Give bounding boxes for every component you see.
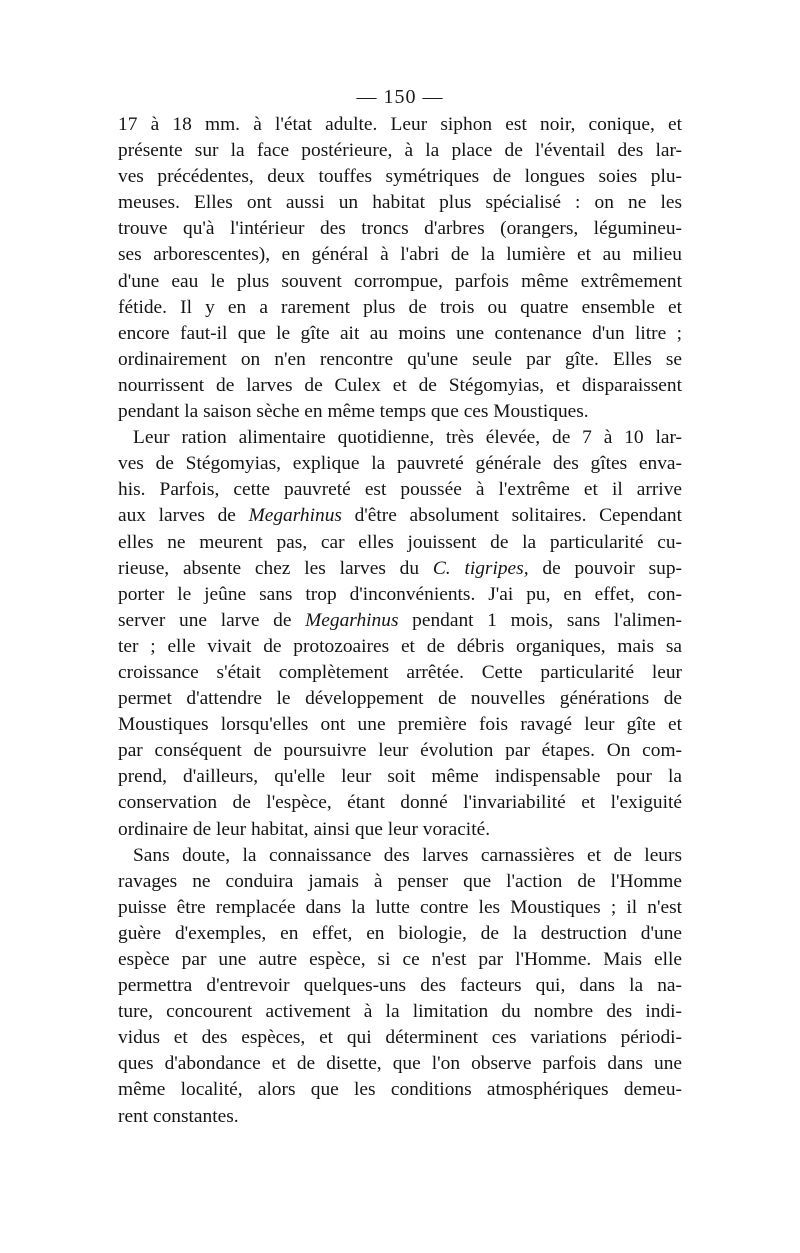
text-line: d'une eau le plus souvent corrompue, parfois même extrêmement	[118, 270, 682, 292]
text-line: permet d'attendre le développement de nouvelles générations de	[118, 688, 682, 710]
text-line: ques d'abondance et de disette, que l'on observe parfois dans une	[118, 1053, 682, 1075]
text-line: 17 à 18 mm. à l'état adulte. Leur siphon est noir, conique, et	[118, 114, 682, 135]
text-fragment: pendant 1 mois, sans l'alimen-	[398, 609, 683, 631]
text-line	[118, 608, 682, 634]
text-line: pendant la saison sèche en même temps que ces Moustiques.	[118, 401, 589, 423]
text-line: ves précédentes, deux touffes symétriques de longues soies plu-	[118, 166, 682, 188]
text-line: espèce par une autre espèce, si ce n'est par l'Homme. Mais elle	[118, 949, 682, 970]
text-line: prend, d'ailleurs, qu'elle leur soit même indispensable pour la	[118, 766, 682, 788]
text-line: Sans doute, la connaissance des larves carnassières et de leurs	[133, 844, 682, 866]
text-line: permettra d'entrevoir quelques-uns des facteurs qui, dans la na-	[118, 975, 682, 997]
text-line: elles ne meurent pas, car elles jouissent de la particularité cu-	[118, 531, 682, 553]
text-line	[118, 503, 682, 529]
text-line: nourrissent de larves de Culex et de Stégomyias, et disparaissent	[118, 374, 682, 396]
text-line: trouve qu'à l'intérieur des troncs d'arbres (orangers, légumineu-	[118, 218, 682, 240]
text-line: guère d'exemples, en effet, en biologie, de la destruction d'une	[118, 922, 682, 944]
text-line: fétide. Il y en a rarement plus de trois ou quatre ensemble et	[118, 296, 682, 318]
text-line: ses arborescentes), en général à l'abri de la lumière et au milieu	[118, 244, 682, 266]
text-line: ordinairement on n'en rencontre qu'une seule par gîte. Elles se	[118, 348, 682, 370]
text-line: conservation de l'espèce, étant donné l'invariabilité et l'exiguité	[118, 792, 682, 814]
text-line: croissance s'était complètement arrêtée. Cette particularité leur	[118, 661, 682, 683]
text-line: ves de Stégomyias, explique la pauvreté générale des gîtes enva-	[118, 453, 682, 475]
text-fragment: aux larves de	[118, 505, 249, 527]
text-fragment: rieuse, absente chez les larves du	[118, 557, 433, 579]
text-line: his. Parfois, cette pauvreté est poussée à l'extrême et il arrive	[118, 479, 682, 501]
text-line: par conséquent de poursuivre leur évolution par étapes. On com-	[118, 740, 682, 762]
italic-taxon: C. tigripes,	[432, 557, 529, 579]
text-line	[118, 556, 682, 582]
text-line: même localité, alors que les conditions atmosphériques demeu-	[118, 1079, 682, 1101]
text-line: puisse être remplacée dans la lutte contre les Moustiques ; il n'est	[118, 896, 682, 918]
text-line: rent constantes.	[118, 1105, 239, 1127]
text-line: meuses. Elles ont aussi un habitat plus spécialisé : on ne les	[118, 192, 682, 214]
text-line: ter ; elle vivait de protozoaires et de débris organiques, mais sa	[118, 635, 682, 657]
text-line: ture, concourent activement à la limitation du nombre des indi-	[118, 1001, 682, 1023]
text-line: ravages ne conduira jamais à penser que l'action de l'Homme	[118, 870, 682, 892]
text-line: Moustiques lorsqu'elles ont une première fois ravagé leur gîte et	[118, 714, 682, 736]
text-line: encore faut-il que le gîte ait au moins une contenance d'un litre ;	[118, 322, 682, 344]
text-fragment: de pouvoir sup-	[528, 557, 682, 579]
text-line: vidus et des espèces, et qui déterminent ces variations périodi-	[118, 1027, 682, 1049]
text-line: présente sur la face postérieure, à la place de l'éventail des lar-	[118, 140, 682, 162]
text-line: Leur ration alimentaire quotidienne, très élevée, de 7 à 10 lar-	[133, 427, 682, 449]
text-line: porter le jeûne sans trop d'inconvénients. J'ai pu, en effet, con-	[118, 583, 682, 605]
text-line: ordinaire de leur habitat, ainsi que leur voracité.	[118, 818, 491, 840]
italic-taxon: Megarhinus	[305, 609, 399, 631]
text-fragment: server une larve de	[118, 609, 306, 631]
italic-taxon: Megarhinus	[248, 505, 342, 527]
body-text	[118, 112, 682, 1130]
page-number: — 150 —	[356, 86, 444, 108]
text-fragment: d'être absolument solitaires. Cependant	[341, 505, 682, 527]
